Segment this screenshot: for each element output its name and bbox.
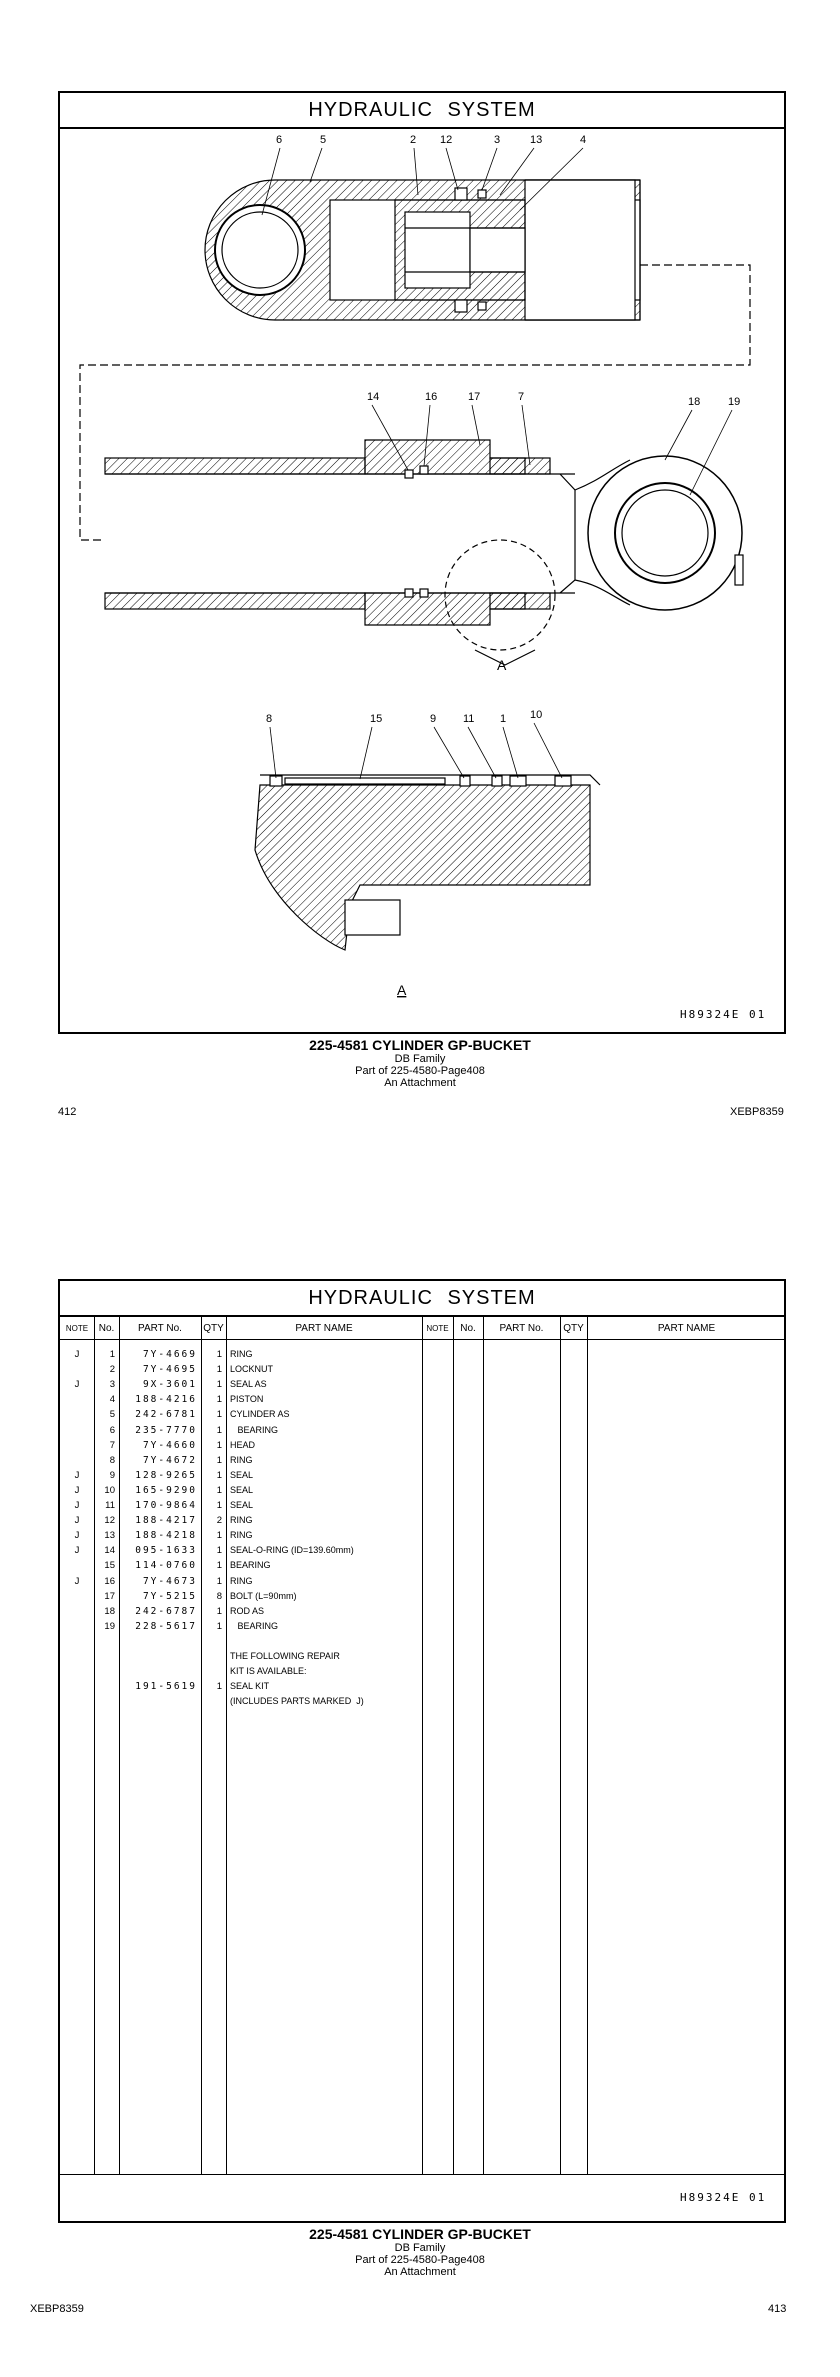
cell-part: 165-9290 — [135, 1484, 197, 1496]
table-row — [60, 1634, 422, 1649]
cell-part: 7Y-4669 — [142, 1349, 197, 1360]
table-row — [60, 1558, 422, 1573]
cell-no: 8 — [109, 1454, 115, 1466]
cell-qty: 1 — [216, 1364, 222, 1376]
cell-name: PISTON — [230, 1394, 264, 1405]
cell-no: 2 — [109, 1364, 115, 1376]
table-row — [60, 1362, 422, 1377]
cell-note: J — [74, 1484, 80, 1496]
parts-list-frame — [58, 1279, 786, 2223]
cell-note: J — [74, 1575, 80, 1587]
cell-no: 6 — [109, 1424, 115, 1436]
cell-qty: 1 — [216, 1424, 222, 1436]
cell-part: 7Y-4673 — [142, 1575, 197, 1587]
cell-name: SEAL-O-RING (ID=139.60mm) — [230, 1545, 354, 1556]
detail-a-label: A — [397, 982, 407, 998]
col-header-qty-2: QTY — [563, 1322, 584, 1334]
cell-name: RING — [230, 1349, 253, 1359]
cell-qty: 1 — [216, 1409, 222, 1421]
caption-line: Part of 225-4580-Page408 — [355, 1065, 485, 1077]
table-row — [60, 1453, 422, 1468]
cell-note: J — [74, 1500, 80, 1511]
cell-part: 188-4218 — [135, 1530, 197, 1542]
table-row — [60, 1498, 422, 1513]
col-header-part-name-2: PART NAME — [657, 1322, 716, 1334]
cell-name: RING — [230, 1530, 253, 1541]
cell-name: THE FOLLOWING REPAIR — [230, 1651, 340, 1661]
callout-18: 18 — [688, 396, 701, 408]
page-number: 413 — [768, 2303, 787, 2315]
cell-no: 10 — [104, 1484, 115, 1496]
table-row — [60, 1604, 422, 1619]
rod-assembly-view — [105, 440, 743, 665]
cell-no: 4 — [109, 1394, 115, 1406]
table-row — [60, 1574, 422, 1589]
table-row — [60, 1423, 422, 1438]
caption-page2 — [0, 2226, 840, 2278]
cell-no: 12 — [104, 1515, 115, 1527]
cell-qty: 1 — [216, 1620, 222, 1632]
cell-part: 9X-3601 — [142, 1379, 197, 1391]
cell-qty: 1 — [216, 1349, 222, 1360]
cell-name: (INCLUDES PARTS MARKED J) — [230, 1696, 364, 1707]
page-title: HYDRAULIC SYSTEM — [60, 1281, 784, 1317]
cell-part: 242-6787 — [135, 1605, 197, 1617]
lower-leaders — [270, 723, 562, 779]
table-row — [60, 1438, 422, 1453]
drawing-code: H89324E 01 — [680, 1008, 767, 1021]
callout-14: 14 — [367, 391, 380, 403]
cell-part: 170-9864 — [135, 1500, 197, 1511]
cell-qty: 1 — [216, 1605, 222, 1617]
cell-qty: 1 — [216, 1500, 222, 1511]
cell-part: 242-6781 — [135, 1409, 197, 1421]
page-number: 412 — [58, 1106, 77, 1118]
callout-13: 13 — [530, 134, 543, 146]
document-id: XEBP8359 — [30, 2303, 84, 2315]
cell-part: 7Y-5215 — [142, 1590, 197, 1602]
callout-8: 8 — [266, 713, 273, 725]
caption-line: An Attachment — [384, 1077, 456, 1089]
cell-name: ROD AS — [230, 1605, 265, 1616]
table-row — [60, 1528, 422, 1543]
cell-qty: 1 — [216, 1545, 222, 1557]
detail-a-marker: A — [497, 657, 507, 673]
cell-qty: 1 — [216, 1575, 222, 1587]
cell-qty: 1 — [216, 1469, 222, 1481]
cell-no: 14 — [104, 1545, 115, 1557]
cell-qty: 1 — [216, 1439, 222, 1451]
cell-part: 228-5617 — [135, 1620, 197, 1632]
callout-10: 10 — [530, 709, 543, 721]
cell-note: J — [74, 1515, 80, 1527]
callout-11: 11 — [463, 713, 475, 725]
cell-name: HEAD — [230, 1439, 256, 1450]
cylinder-exploded-drawing — [0, 0, 840, 1040]
cell-qty: 2 — [216, 1515, 222, 1527]
cell-no: 5 — [109, 1409, 115, 1421]
cell-part: 7Y-4695 — [142, 1364, 197, 1376]
col-header-qty: QTY — [203, 1322, 224, 1334]
document-id: XEBP8359 — [730, 1106, 784, 1118]
table-row — [60, 1468, 422, 1483]
caption-line: Part of 225-4580-Page408 — [355, 2254, 485, 2266]
cell-part: 114-0760 — [135, 1560, 197, 1572]
cell-name: SEAL — [230, 1500, 254, 1510]
callout-4: 4 — [580, 134, 587, 146]
cell-name: BEARING — [230, 1560, 271, 1571]
cell-part: 7Y-4672 — [142, 1454, 197, 1466]
cell-part: 128-9265 — [135, 1469, 197, 1481]
callout-6: 6 — [276, 134, 283, 146]
cell-name: LOCKNUT — [230, 1364, 274, 1375]
cell-name: RING — [230, 1515, 253, 1526]
cell-part: 095-1633 — [135, 1545, 197, 1557]
cell-qty: 1 — [216, 1394, 222, 1406]
cell-name: RING — [230, 1575, 253, 1586]
col-header-no: No. — [98, 1322, 115, 1334]
cell-note: J — [74, 1545, 80, 1557]
table-row — [60, 1694, 422, 1709]
table-row — [60, 1407, 422, 1422]
cell-name: BOLT (L=90mm) — [230, 1590, 297, 1601]
callout-3: 3 — [494, 134, 501, 146]
detail-a-view — [255, 775, 600, 950]
table-row — [60, 1347, 422, 1362]
cell-name: CYLINDER AS — [230, 1409, 290, 1420]
caption-title: 225-4581 CYLINDER GP-BUCKET — [309, 1037, 531, 1053]
caption-line: An Attachment — [384, 2266, 456, 2278]
table-row — [60, 1513, 422, 1528]
cell-name: KIT IS AVAILABLE: — [230, 1666, 307, 1677]
cell-qty: 1 — [216, 1379, 222, 1391]
drawing-code: H89324E 01 — [680, 2191, 767, 2204]
cell-note: J — [74, 1379, 80, 1391]
callout-2: 2 — [410, 134, 417, 146]
cell-no: 13 — [104, 1530, 115, 1542]
cell-name: BEARING — [230, 1620, 279, 1631]
callout-9: 9 — [430, 713, 437, 725]
col-header-part-name: PART NAME — [295, 1322, 353, 1334]
col-header-no-2: No. — [460, 1322, 476, 1334]
table-row — [60, 1543, 422, 1558]
table-row — [60, 1392, 422, 1407]
cell-qty: 1 — [216, 1560, 222, 1572]
page-title: HYDRAULIC SYSTEM — [60, 93, 784, 129]
cell-no: 16 — [104, 1575, 115, 1587]
callout-12: 12 — [440, 134, 453, 146]
table-row — [60, 1649, 422, 1664]
cell-part: 7Y-4660 — [142, 1439, 197, 1451]
cell-no: 1 — [109, 1349, 115, 1360]
cell-part: 188-4217 — [135, 1515, 197, 1527]
cell-part: 188-4216 — [135, 1394, 197, 1406]
col-header-note-2: NOTE — [426, 1323, 449, 1333]
caption-line: DB Family — [394, 2242, 446, 2254]
table-row — [60, 1589, 422, 1604]
cell-name: RING — [230, 1454, 253, 1465]
cell-qty: 1 — [216, 1681, 222, 1693]
cell-name: BEARING — [230, 1424, 279, 1435]
caption-title: 225-4581 CYLINDER GP-BUCKET — [309, 2226, 531, 2242]
cell-qty: 1 — [216, 1530, 222, 1542]
table-row — [60, 1679, 422, 1694]
callout-7: 7 — [518, 391, 525, 403]
cell-part: 191-5619 — [135, 1681, 197, 1693]
cell-note: J — [74, 1469, 80, 1481]
cell-qty: 1 — [216, 1454, 222, 1466]
cell-name: SEAL — [230, 1484, 254, 1495]
caption-page1 — [0, 1037, 840, 1089]
cell-name: SEAL AS — [230, 1379, 267, 1390]
callout-5: 5 — [320, 134, 327, 146]
cell-part: 235-7770 — [135, 1424, 197, 1436]
cell-no: 17 — [104, 1590, 115, 1602]
callout-17: 17 — [468, 391, 481, 403]
cell-no: 7 — [109, 1439, 115, 1451]
table-row — [60, 1619, 422, 1634]
cell-qty: 1 — [216, 1484, 222, 1496]
cell-no: 18 — [104, 1605, 115, 1617]
cell-no: 9 — [109, 1469, 115, 1481]
cell-no: 15 — [104, 1560, 115, 1572]
cell-no: 3 — [109, 1379, 115, 1391]
cell-name: SEAL KIT — [230, 1681, 270, 1692]
col-header-part-no-2: PART No. — [499, 1322, 544, 1334]
callout-16: 16 — [425, 391, 438, 403]
col-header-note: NOTE — [65, 1323, 89, 1333]
table-row — [60, 1664, 422, 1679]
cell-name: SEAL — [230, 1469, 254, 1480]
table-row — [60, 1377, 422, 1392]
cell-qty: 8 — [216, 1590, 222, 1602]
cell-note: J — [74, 1349, 80, 1360]
cell-no: 11 — [105, 1500, 115, 1511]
callout-1: 1 — [500, 713, 507, 725]
callout-15: 15 — [370, 713, 383, 725]
table-row — [60, 1483, 422, 1498]
caption-line: DB Family — [394, 1053, 446, 1065]
col-header-part-no: PART No. — [138, 1322, 182, 1334]
callout-19: 19 — [728, 396, 741, 408]
cell-note: J — [74, 1530, 80, 1542]
upper-callouts — [276, 134, 586, 146]
cell-no: 19 — [104, 1620, 115, 1632]
